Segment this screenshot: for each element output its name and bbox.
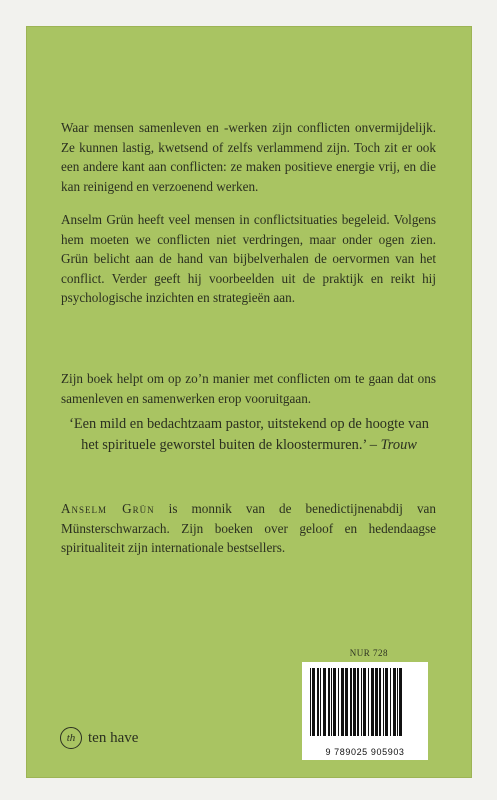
book-back-cover <box>26 26 472 778</box>
author-name: Anselm Grün <box>61 501 155 516</box>
publisher <box>60 727 138 749</box>
barcode-bars <box>310 668 420 736</box>
author-bio <box>61 499 436 558</box>
nur-code: NUR 728 <box>349 648 388 658</box>
isbn-barcode <box>302 662 428 760</box>
isbn-number: 9 789025 905903 <box>325 747 405 757</box>
author-paragraph: Anselm Grün heeft veel mensen in conflictsituaties begeleid. Volgens hem moeten we conflicten niet verdringen, maar onder ogen zien. Grün belicht aan de hand van bijbelverhalen de oervormen van het conflict. Verder geeft hij voorbeelden uit de praktijk en reikt hij psychologische inzichten en strategieën aan. <box>61 212 436 306</box>
publisher-logo-icon: th <box>60 727 82 749</box>
quote-source: Trouw <box>380 437 417 453</box>
publisher-name: ten have <box>88 729 139 746</box>
intro-paragraph: Waar mensen samenleven en -werken zijn conflicten onvermijdelijk. Ze kunnen lastig, kwetsend of zelfs verlammend zijn. Toch zit er ook een andere kant aan conflicten: ze maken positieve energie vrij, en die kan reinigend en verzoenend werken. <box>61 120 436 194</box>
quote-text: ‘Een mild en bedachtzaam pastor, uitstekend op de hoogte van het spirituele geworstel buiten de kloostermuren.’ – <box>69 416 429 453</box>
conclusion-paragraph: Zijn boek helpt om op zo’n manier met conflicten om te gaan dat ons samenleven en samenwerken erop vooruitgaan. <box>61 371 436 406</box>
review-quote <box>66 414 432 456</box>
author-bio-text: is monnik van de benedictijnenabdij van Münsterschwarzach. Zijn boeken over geloof en hedendaagse spiritualiteit zijn internationale bestsellers. <box>61 501 437 556</box>
